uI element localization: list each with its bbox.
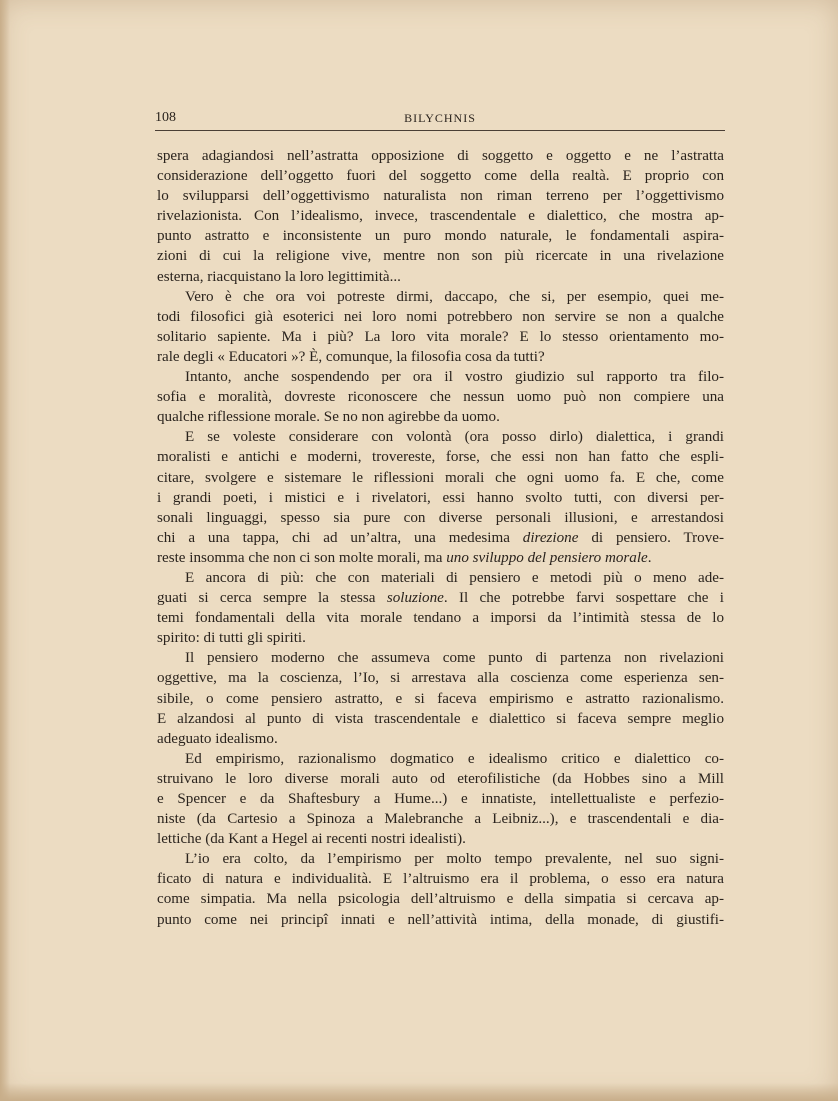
text-line: reste insomma che non ci son molte morali, ma uno sviluppo del pensiero morale. (157, 549, 652, 566)
text-line: spera adagiandosi nell’astratta opposizione di soggetto e oggetto e ne l’astratta (157, 148, 724, 164)
text-line: sibile, o come pensiero astratto, e si faceva empirismo e astratto razionalismo. (157, 690, 724, 707)
text-line: rivelazionista. Con l’idealismo, invece, trascendentale e dialettico, che mostra ap- (157, 208, 724, 225)
paragraph (157, 287, 724, 367)
text-line: qualche riflessione morale. Se no non agirebbe da uomo. (157, 409, 500, 426)
text-line: ficato di natura e individualità. E l’altruismo era il problema, o esso era natura (157, 871, 724, 888)
running-head: BILYCHNIS (404, 111, 476, 125)
paragraph (157, 849, 724, 929)
text-line: rale degli « Educatori »? È, comunque, la filosofia cosa da tutti? (157, 348, 545, 365)
text-line: Intanto, anche sospendendo per ora il vostro giudizio sul rapporto tra filo- (185, 369, 724, 386)
text-line: come simpatia. Ma nella psicologia dell’altruismo e della simpatia si cercava ap- (157, 891, 724, 908)
text-line: niste (da Cartesio a Spinoza a Malebranche a Leibniz...), e trascendentali e dia- (157, 811, 724, 828)
text-line: adeguato idealismo. (157, 730, 278, 747)
text-line: spirito: di tutti gli spiriti. (157, 630, 306, 647)
text-line: sofia e moralità, dovreste riconoscere che nessun uomo può non compiere una (157, 389, 724, 406)
text-line: lettiche (da Kant a Hegel ai recenti nostri idealisti). (157, 831, 466, 848)
text-line: sonali linguaggi, spesso sia pure con diverse personali illusioni, e arrestandosi (157, 509, 724, 526)
text-line: zioni di cui la religione vive, mentre non son più ricercate in una rivelazione (157, 248, 724, 265)
page-number: 108 (155, 110, 176, 125)
body-text (157, 146, 724, 930)
text-line: todi filosofici già esoterici nei loro nomi potrebbero non servire se non a qualche (157, 308, 724, 325)
text-line: struivano le loro diverse morali auto od eterofilistiche (da Hobbes sino a Mill (157, 770, 724, 787)
text-line: solitario sapiente. Ma i più? La loro vita morale? E lo stesso orientamento mo- (157, 328, 724, 345)
text-line: E alzandosi al punto di vista trascendentale e dialettico si faceva sempre meglio (157, 710, 724, 727)
paragraph (157, 367, 724, 427)
text-line: moralisti e antichi e moderni, trovereste, forse, che essi non han fatto che espli- (157, 449, 724, 466)
paragraph (157, 648, 724, 748)
paragraph (157, 749, 724, 849)
text-line: temi fondamentali della vita morale tendano a imporsi da l’intimità stessa de lo (157, 610, 724, 627)
italic-text: direzione (522, 529, 579, 546)
text-line: Il pensiero moderno che assumeva come punto di partenza non rivelazioni (185, 650, 724, 667)
paragraph (157, 568, 724, 648)
text-line: i grandi poeti, i mistici e i rivelatori, essi hanno svolto tutti, con diversi per- (157, 489, 724, 506)
paragraph (157, 427, 724, 568)
italic-text: soluzione (386, 590, 444, 607)
text-line: Vero è che ora voi potreste dirmi, daccapo, che si, per esempio, quei me- (185, 288, 724, 305)
text-line: chi a una tappa, chi ad un’altra, una medesima direzione di pensiero. Trove- (157, 529, 725, 546)
text-line: punto astratto e inconsistente un puro mondo naturale, le fondamentali aspira- (157, 228, 724, 245)
text-line: citare, svolgere e sistemare le riflessioni morali che ogni uomo fa. E che, come (157, 469, 724, 486)
text-line: e Spencer e da Shaftesbury a Hume...) e innatiste, intellettualiste e perfezio- (157, 791, 724, 807)
italic-text: uno sviluppo del pensiero morale (446, 549, 648, 566)
text-line: punto come nei principî innati e nell’attività intima, della monade, di giustifi- (157, 911, 724, 928)
text-line: considerazione dell’oggetto fuori del soggetto come della realtà. E proprio con (157, 168, 724, 185)
page-header (155, 108, 725, 131)
paragraph (157, 146, 724, 287)
text-line: esterna, riacquistano la loro legittimità... (157, 268, 401, 285)
text-line: E se voleste considerare con volontà (ora posso dirlo) dialettica, i grandi (185, 429, 724, 446)
text-line: Ed empirismo, razionalismo dogmatico e idealismo critico e dialettico co- (185, 750, 724, 767)
text-line: oggettive, ma la coscienza, l’Io, si arrestava alla coscienza come esperienza sen- (157, 670, 724, 687)
text-line: L’io era colto, da l’empirismo per molto tempo prevalente, nel suo signi- (185, 851, 724, 868)
text-line: E ancora di più: che con materiali di pensiero e metodi più o meno ade- (185, 569, 724, 586)
text-line: guati si cerca sempre la stessa soluzione. Il che potrebbe farvi sospettare che i (157, 590, 724, 607)
text-line: lo svilupparsi dell’oggettivismo naturalista non riman terreno per l’oggettivismo (157, 188, 724, 205)
